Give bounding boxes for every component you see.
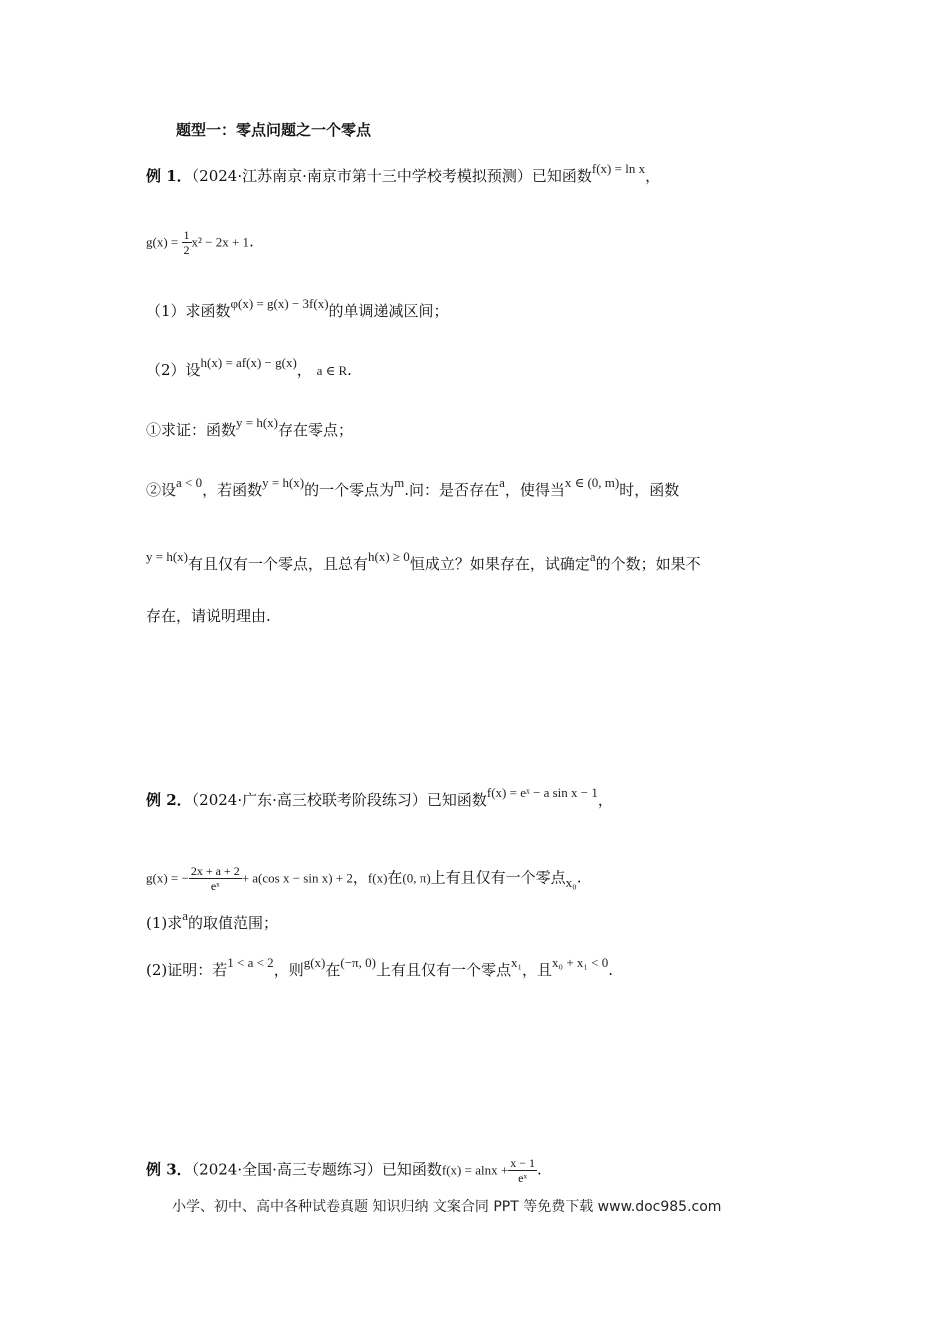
ex2-label: 例 2． xyxy=(146,791,192,809)
ex1-g-fraction: $\frac{1}{2}$ xyxy=(183,228,190,257)
ex1-claim2: ②设a < 0，若函数y = h(x)的一个零点为m.问：是否存在a，使得当x ∈ (0, m)时，函数 xyxy=(146,475,680,499)
ex3-source: （2024·全国·高三专题练习）已知函数 xyxy=(191,1160,442,1179)
ex2-g-def: g(x) = − $\frac{2x + a + 2}{\text{eˣ}}$ + a(cos x − sin x) + 2，f(x)在(0, π)上有且仅有一个零点x₀. xyxy=(146,864,582,893)
ex2-part2: (2)证明：若1 < a < 2，则g(x)在(−π, 0)上有且仅有一个零点x₁，且x₀ + x₁ < 0. xyxy=(146,955,614,979)
ex1-label: 例 1． xyxy=(146,167,192,185)
ex1-part1: （1）求函数φ(x) = g(x) − 3f(x)的单调递减区间； xyxy=(146,296,449,320)
ex1-g-def: g(x) = $\frac{1}{2}$ x² − 2x + 1. xyxy=(146,228,254,257)
ex2-g-fraction: $\frac{2x + a + 2}{\text{eˣ}}$ xyxy=(190,864,240,893)
ex1-claim2-end: 存在，请说明理由. xyxy=(146,607,271,625)
ex1-claim1: ①求证：函数y = h(x)存在零点； xyxy=(146,415,354,439)
page-footer: 小学、初中、高中各种试卷真题 知识归纳 文案合同 PPT 等免费下载 www.doc985.com xyxy=(172,1199,722,1215)
ex1-source: （2024·江苏南京·南京市第十三中学校考模拟预测）已知函数 xyxy=(191,167,592,185)
ex2-part1: (1)求a的取值范围； xyxy=(146,908,279,932)
ex2-intro: 例 2．（2024·广东·高三校联考阶段练习）已知函数f(x) = eˣ − a sin x − 1， xyxy=(146,785,613,809)
ex2-source: （2024·广东·高三校联考阶段练习）已知函数 xyxy=(191,791,487,809)
ex2-f-def: f(x) = eˣ − a sin x − 1 xyxy=(486,785,598,800)
ex3-f-fraction: $\frac{x - 1}{\text{eˣ}}$ xyxy=(510,1156,535,1185)
ex3-label: 例 3． xyxy=(146,1160,192,1179)
ex1-part2: （2）设h(x) = af(x) − g(x)， a ∈ R. xyxy=(146,355,352,379)
ex1-f-def: f(x) = ln x xyxy=(591,161,646,176)
section-heading: 题型一：零点问题之一个零点 xyxy=(176,121,372,139)
ex3-intro: 例 3．（2024·全国·高三专题练习）已知函数f(x) = alnx + $\frac{x - 1}{\text{eˣ}}$ . xyxy=(146,1156,542,1185)
ex1-claim2-cont: y = h(x)有且仅有一个零点，且总有h(x) ≥ 0恒成立？如果存在，试确定a的个数；如果不 xyxy=(146,549,701,573)
ex1-intro: 例 1．（2024·江苏南京·南京市第十三中学校考模拟预测）已知函数f(x) = ln x， xyxy=(146,161,661,185)
